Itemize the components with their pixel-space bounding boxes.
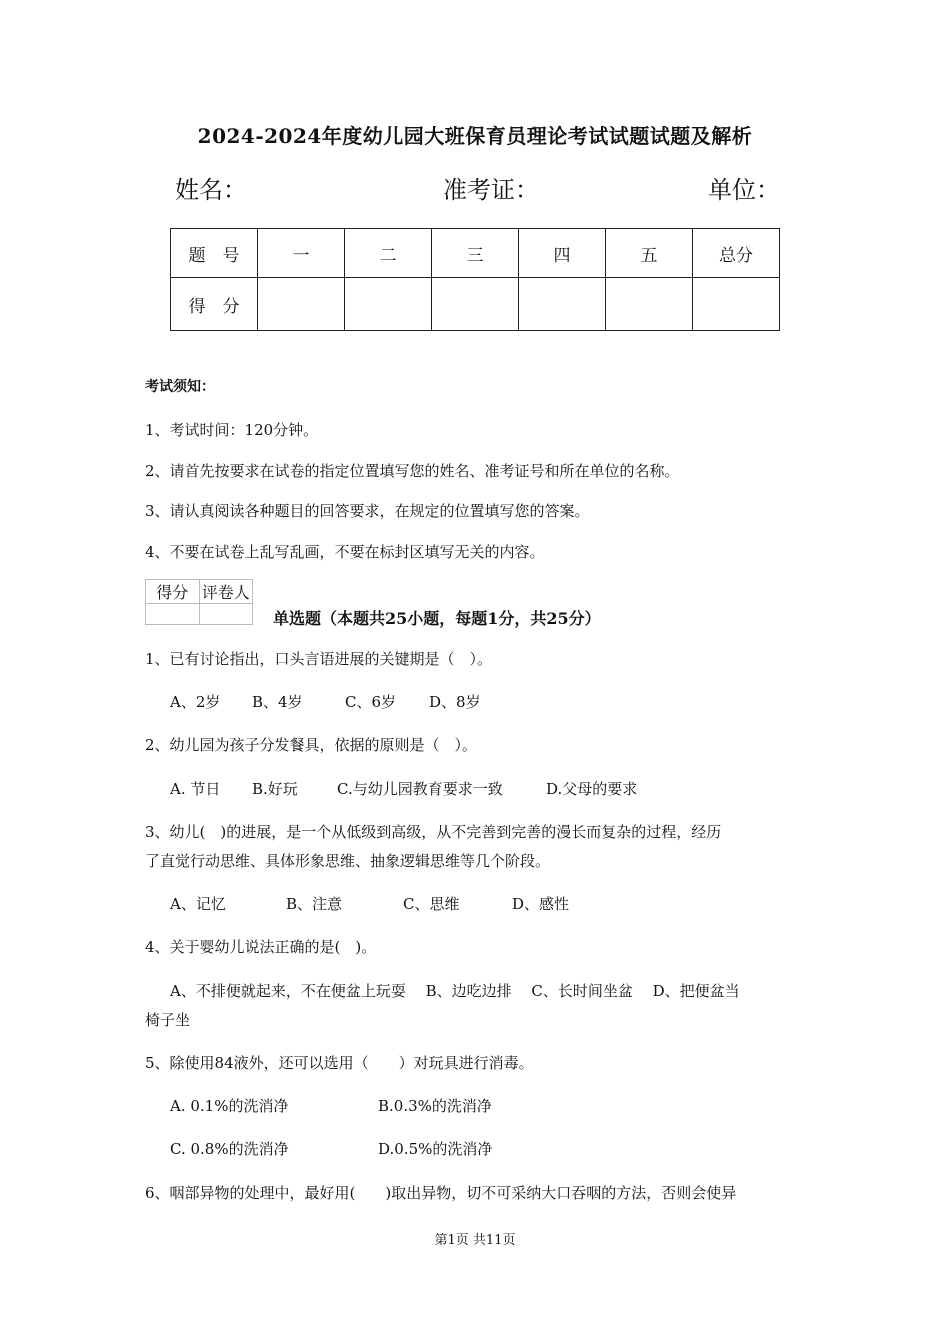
option[interactable]: C、思维 bbox=[403, 895, 460, 913]
score-table bbox=[170, 228, 780, 331]
option[interactable]: D、8岁 bbox=[429, 693, 481, 711]
score-cell[interactable] bbox=[345, 278, 432, 331]
option[interactable]: C、6岁 bbox=[345, 693, 397, 711]
option[interactable]: B、注意 bbox=[286, 895, 343, 913]
notice-item: 4、不要在试卷上乱写乱画，不要在标封区填写无关的内容。 bbox=[145, 543, 545, 561]
grader-box bbox=[145, 579, 253, 625]
option[interactable]: B.0.3%的洗消净 bbox=[378, 1097, 492, 1115]
page-footer: 第1页 共11页 bbox=[434, 1233, 516, 1248]
score-header-cell: 五 bbox=[606, 229, 693, 278]
score-cell[interactable] bbox=[693, 278, 780, 331]
score-cell[interactable] bbox=[519, 278, 606, 331]
exam-title: 2024-2024年度幼儿园大班保育员理论考试试题试题及解析 bbox=[197, 124, 753, 148]
score-header-cell: 四 bbox=[519, 229, 606, 278]
score-cell[interactable] bbox=[606, 278, 693, 331]
question-stem: 1、已有讨论指出，口头言语进展的关键期是（ ）。 bbox=[145, 650, 493, 668]
grader-score-label: 得分 bbox=[146, 580, 200, 604]
option-line[interactable]: A、不排便就起来，不在便盆上玩耍 B、边吃边排 C、长时间坐盆 D、把便盆当 bbox=[170, 982, 740, 1000]
option[interactable]: C.与幼儿园教育要求一致 bbox=[337, 780, 503, 798]
question-stem: 5、除使用84液外，还可以选用（ ）对玩具进行消毒。 bbox=[145, 1054, 534, 1072]
option[interactable]: D、感性 bbox=[512, 895, 570, 913]
name-field-label[interactable]: 姓名： bbox=[175, 176, 247, 204]
score-header-cell: 一 bbox=[258, 229, 345, 278]
score-header-cell: 总分 bbox=[693, 229, 780, 278]
option[interactable]: A、记忆 bbox=[170, 895, 226, 913]
exam-number-field-label[interactable]: 准考证： bbox=[443, 176, 539, 204]
option[interactable]: A、2岁 bbox=[170, 693, 221, 711]
grader-reviewer-label: 评卷人 bbox=[199, 580, 253, 604]
question-stem-continued: 了直觉行动思维、具体形象思维、抽象逻辑思维等几个阶段。 bbox=[145, 852, 551, 870]
score-header-cell: 二 bbox=[345, 229, 432, 278]
grader-score-cell[interactable] bbox=[146, 604, 200, 625]
option[interactable]: C. 0.8%的洗消净 bbox=[170, 1140, 289, 1158]
question-stem: 2、幼儿园为孩子分发餐具，依据的原则是（ ）。 bbox=[145, 736, 478, 754]
option[interactable]: B、4岁 bbox=[252, 693, 303, 711]
option[interactable]: A. 0.1%的洗消净 bbox=[170, 1097, 289, 1115]
question-stem: 3、幼儿( )的进展，是一个从低级到高级，从不完善到完善的漫长而复杂的过程，经历 bbox=[145, 823, 722, 841]
grader-reviewer-cell[interactable] bbox=[199, 604, 253, 625]
section-title: 单选题（本题共25小题，每题1分，共25分） bbox=[273, 609, 601, 628]
option[interactable]: B.好玩 bbox=[252, 780, 298, 798]
score-header-cell: 题 号 bbox=[171, 229, 258, 278]
option[interactable]: A. 节日 bbox=[170, 780, 221, 798]
score-table-score-row bbox=[171, 278, 780, 331]
score-cell[interactable] bbox=[258, 278, 345, 331]
option[interactable]: D.0.5%的洗消净 bbox=[378, 1140, 493, 1158]
unit-field-label[interactable]: 单位： bbox=[708, 176, 780, 204]
notice-item: 3、请认真阅读各种题目的回答要求，在规定的位置填写您的答案。 bbox=[145, 502, 590, 520]
notice-item: 2、请首先按要求在试卷的指定位置填写您的姓名、准考证号和所在单位的名称。 bbox=[145, 462, 680, 480]
score-row-label: 得 分 bbox=[171, 278, 258, 331]
question-stem: 6、咽部异物的处理中，最好用( )取出异物，切不可采纳大口吞咽的方法，否则会使异 bbox=[145, 1184, 737, 1202]
score-header-cell: 三 bbox=[432, 229, 519, 278]
option[interactable]: D.父母的要求 bbox=[546, 780, 638, 798]
candidate-fields bbox=[175, 170, 780, 204]
question-stem: 4、关于婴幼儿说法正确的是( )。 bbox=[145, 938, 377, 956]
notice-title: 考试须知： bbox=[145, 379, 215, 395]
score-table-header-row bbox=[171, 229, 780, 278]
notice-item: 1、考试时间：120分钟。 bbox=[145, 421, 319, 439]
option-line-continued[interactable]: 椅子坐 bbox=[145, 1011, 191, 1029]
score-cell[interactable] bbox=[432, 278, 519, 331]
